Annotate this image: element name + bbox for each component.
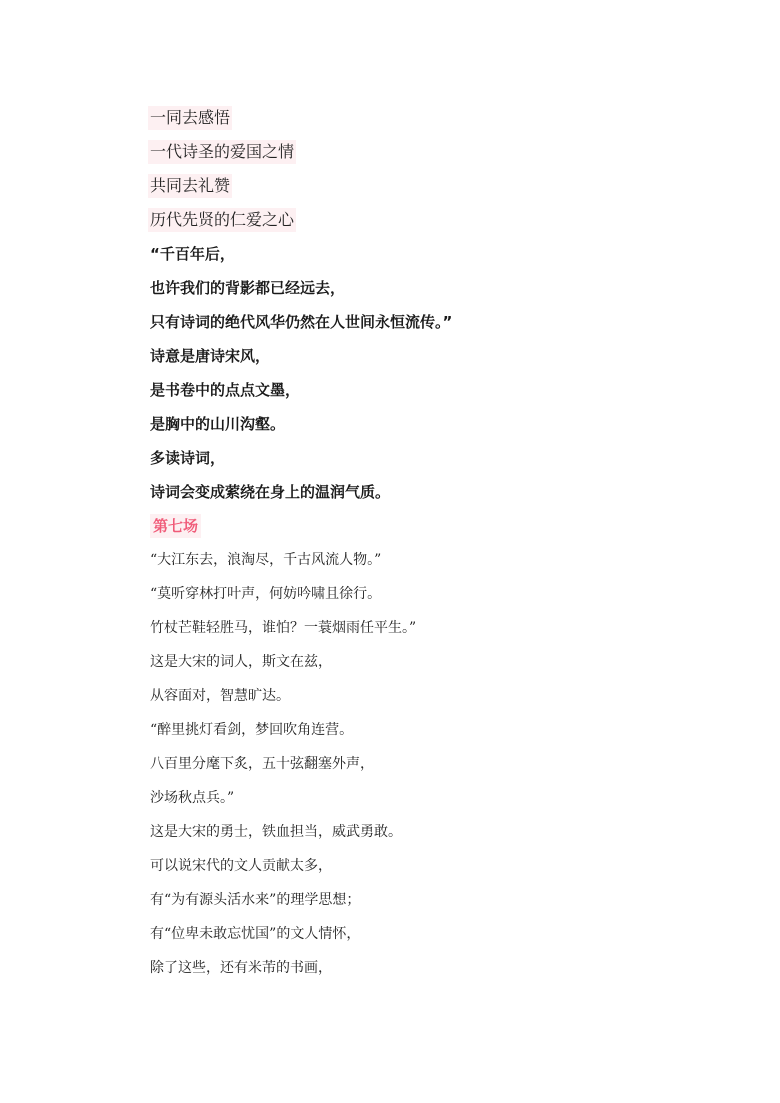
body-line: “大江东去，浪淘尽，千古风流人物。” xyxy=(150,552,382,568)
body-line: 八百里分麾下炙，五十弦翻塞外声， xyxy=(150,756,374,772)
body-line: 除了这些，还有米芾的书画， xyxy=(150,960,332,976)
bold-line: 诗词会变成萦绕在身上的温润气质。 xyxy=(150,483,391,501)
body-line: 可以说宋代的文人贡献太多， xyxy=(150,858,332,874)
highlight-line: 一代诗圣的爱国之情 xyxy=(148,140,296,164)
bold-line: 是胸中的山川沟壑。 xyxy=(150,415,286,433)
bold-line: 也许我们的背影都已经远去， xyxy=(150,279,346,297)
bold-line: 是书卷中的点点文墨， xyxy=(150,381,301,399)
bold-line: 诗意是唐诗宋风， xyxy=(150,347,271,365)
body-line: 从容面对，智慧旷达。 xyxy=(150,688,290,704)
body-line: 有“为有源头活水来”的理学思想； xyxy=(150,892,361,908)
body-line: 沙场秋点兵。” xyxy=(150,790,235,806)
scene-heading: 第七场 xyxy=(150,514,201,538)
body-line: “醉里挑灯看剑，梦回吹角连营。 xyxy=(150,722,354,738)
body-line: 这是大宋的词人，斯文在兹， xyxy=(150,654,332,670)
highlight-line: 一同去感悟 xyxy=(148,106,232,130)
bold-line: 多读诗词， xyxy=(150,449,226,467)
bold-line: 只有诗词的绝代风华仍然在人世间永恒流传。” xyxy=(150,313,453,331)
highlight-line: 共同去礼赞 xyxy=(148,174,232,198)
body-line: 竹杖芒鞋轻胜马，谁怕？一蓑烟雨任平生。” xyxy=(150,620,417,636)
body-line: “莫听穿林打叶声，何妨吟啸且徐行。 xyxy=(150,586,382,602)
body-line: 有“位卑未敢忘忧国”的文人情怀， xyxy=(150,926,361,942)
highlight-line: 历代先贤的仁爱之心 xyxy=(148,208,296,232)
bold-line: “千百年后， xyxy=(150,245,235,263)
body-line: 这是大宋的勇士，铁血担当，威武勇敢。 xyxy=(150,824,402,840)
